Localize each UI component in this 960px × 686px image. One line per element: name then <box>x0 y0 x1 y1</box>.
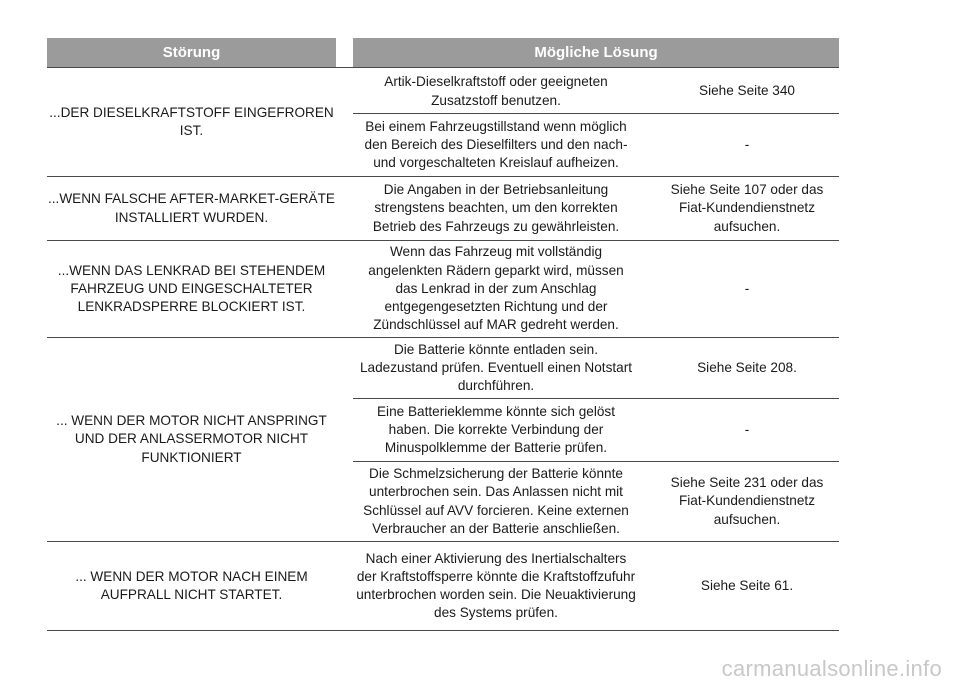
row-divider <box>47 630 839 631</box>
solution-text: Die Angaben in der Betriebsanleitung strengstens beachten, um den korrekten Betrieb des Fahrzeugs zu gewährleisten. <box>372 182 620 234</box>
reference-text: - <box>744 280 750 296</box>
solution-text: Bei einem Fahrzeugstillstand wenn möglich den Bereich des Dieselfilters und den nach- und vorgeschalteten Kreislauf aufheizen. <box>364 118 628 171</box>
solution-text: Die Schmelzsicherung der Batterie könnte unterbrochen sein. Das Anlassen nicht mit Schlüssel auf AVV forcieren. Keine externen Verbraucher an der Batterie anschließen. <box>363 466 629 536</box>
reference-text: Siehe Seite 231 oder das Fiat-Kundendienstnetz aufsuchen. <box>670 475 824 527</box>
reference-text: Siehe Seite 61. <box>700 577 794 593</box>
reference-text: - <box>744 421 750 437</box>
solution-text: Die Batterie könnte entladen sein. Ladezustand prüfen. Eventuell einen Notstart durchführen. <box>359 341 633 394</box>
fault-text: ... WENN DER MOTOR NICHT ANSPRINGT UND DER ANLASSERMOTOR NICHT FUNKTIONIERT <box>56 413 327 465</box>
watermark: carmanualsonline.info <box>721 656 942 681</box>
header-solution: Mögliche Lösung <box>353 38 839 67</box>
reference-text: Siehe Seite 107 oder das Fiat-Kundendienstnetz aufsuchen. <box>670 182 824 234</box>
reference-text: Siehe Seite 208. <box>697 359 797 375</box>
solution-text: Nach einer Aktivierung des Inertialschalters der Kraftstoffsperre könnte die Kraftstoffzufuhr unterbrochen worden sein. Die Neuaktivierung des Systems prüfen. <box>356 550 636 621</box>
fault-text: ...WENN FALSCHE AFTER-MARKET-GERÄTE INSTALLIERT WURDEN. <box>47 191 335 225</box>
fault-text: ...WENN DAS LENKRAD BEI STEHENDEM FAHRZEUG UND EINGESCHALTETER LENKRADSPERRE BLOCKIERT IST. <box>57 262 326 315</box>
solution-text: Artik-Dieselkraftstoff oder geeigneten Zusatzstoff benutzen. <box>384 74 608 108</box>
fault-text: ...DER DIESELKRAFTSTOFF EINGEFROREN IST. <box>49 104 334 138</box>
fault-text: ... WENN DER MOTOR NACH EINEM AUFPRALL NICHT STARTET. <box>75 568 308 602</box>
solution-text: Eine Batterieklemme könnte sich gelöst haben. Die korrekte Verbindung der Minuspolklemme der Batterie prüfen. <box>376 403 615 456</box>
reference-text: Siehe Seite 340 <box>699 83 795 99</box>
solution-text: Wenn das Fahrzeug mit vollständig angelenkten Rädern geparkt wird, müssen das Lenkrad in der zum Anschlag entgegengesetzten Richtung und der Zündschlüssel auf MAR gedreht werden. <box>368 244 624 333</box>
reference-text: - <box>744 136 750 152</box>
header-fault: Störung <box>47 38 336 67</box>
